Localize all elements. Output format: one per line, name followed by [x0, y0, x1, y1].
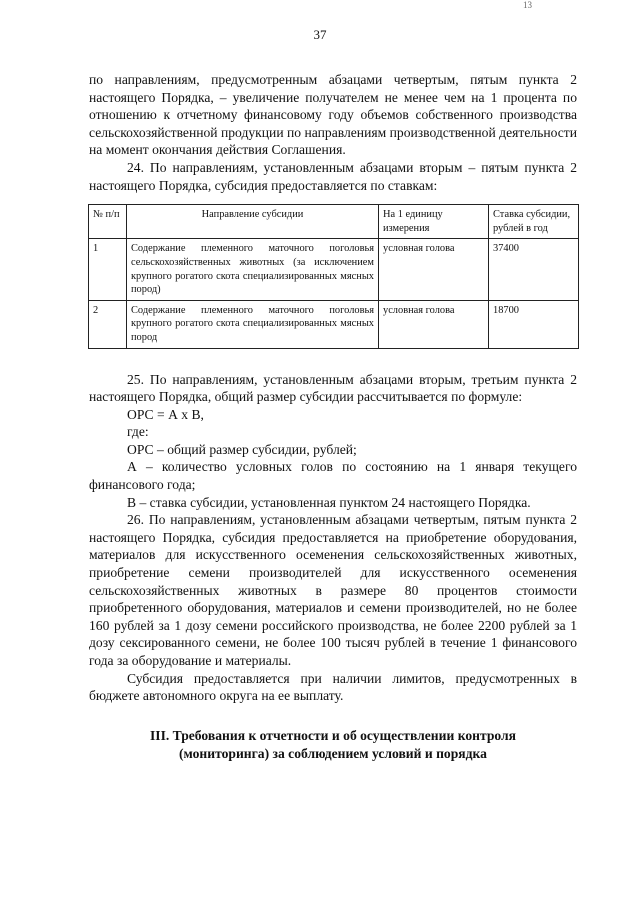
paragraph-limits: Субсидия предоставляется при наличии лимитов, предусмотренных в бюджете автономного округа на ее выплату. — [89, 670, 577, 704]
cell-num: 1 — [89, 239, 127, 300]
subsidy-rates-table — [88, 204, 579, 348]
header-unit: На 1 единицу измерения — [379, 205, 489, 239]
definition-ors: ОРС – общий размер субсидии, рублей; — [127, 441, 357, 457]
section-heading-line-1: III. Требования к отчетности и об осуществлении контроля — [150, 727, 516, 743]
table-row — [89, 239, 579, 300]
paragraph-continuation: по направлениям, предусмотренным абзацами четвертым, пятым пункта 2 настоящего Порядка, – увеличение получателем не менее чем на 1 процента по отношению к отчетному финансовому году объемов собственного производства сельскохозяйственной продукции по направлениям производственной деятельности на момент окончания действия Соглашения. — [89, 72, 577, 158]
cell-unit: условная голова — [379, 300, 489, 348]
cell-direction: Содержание племенного маточного поголовья крупного рогатого скота специализированных мясных пород — [127, 300, 379, 348]
paragraph-25: 25. По направлениям, установленным абзацами вторым, третьим пункта 2 настоящего Порядка, общий размер субсидии рассчитывается по формуле: — [89, 371, 577, 405]
definition-a: А – количество условных голов по состоянию на 1 января текущего финансового года; — [89, 459, 577, 493]
page-number: 37 — [313, 27, 327, 42]
where-label: где: — [127, 424, 149, 440]
document-body — [89, 71, 577, 763]
corner-mark: 13 — [523, 0, 532, 10]
header-num: № п/п — [89, 205, 127, 239]
formula: ОРС = А х В, — [127, 406, 204, 422]
header-rate: Ставка субсидии, рублей в год — [489, 205, 579, 239]
paragraph-24: 24. По направлениям, установленным абзацами вторым – пятым пункта 2 настоящего Порядка, субсидия предоставляется по ставкам: — [89, 159, 577, 193]
section-heading — [89, 727, 577, 763]
table-header-row — [89, 205, 579, 239]
section-heading-line-2: (мониторинга) за соблюдением условий и порядка — [179, 745, 487, 761]
cell-unit: условная голова — [379, 239, 489, 300]
cell-num: 2 — [89, 300, 127, 348]
paragraph-26: 26. По направлениям, установленным абзацами четвертым, пятым пункта 2 настоящего Порядка, субсидия предоставляется на приобретение оборудования, материалов для искусственного осеменения сельскохозяйственных животных, приобретение семени производителей для искусственного осеменения сельскохозяйственных животных в размере 80 процентов стоимости приобретенного оборудования, материалов и семени производителей, но не более 160 рублей за 1 дозу семени российского производства, не более 2200 рублей за 1 дозу сексированного семени, не более 100 тысяч рублей в течение 1 финансового года за оборудование и материалы. — [89, 512, 577, 668]
definition-b: В – ставка субсидии, установленная пунктом 24 настоящего Порядка. — [127, 494, 531, 510]
table-row — [89, 300, 579, 348]
cell-rate: 37400 — [489, 239, 579, 300]
header-direction: Направление субсидии — [127, 205, 379, 239]
cell-rate: 18700 — [489, 300, 579, 348]
cell-direction: Содержание племенного маточного поголовья сельскохозяйственных животных (за исключением крупного рогатого скота специализированных мясных пород) — [127, 239, 379, 300]
